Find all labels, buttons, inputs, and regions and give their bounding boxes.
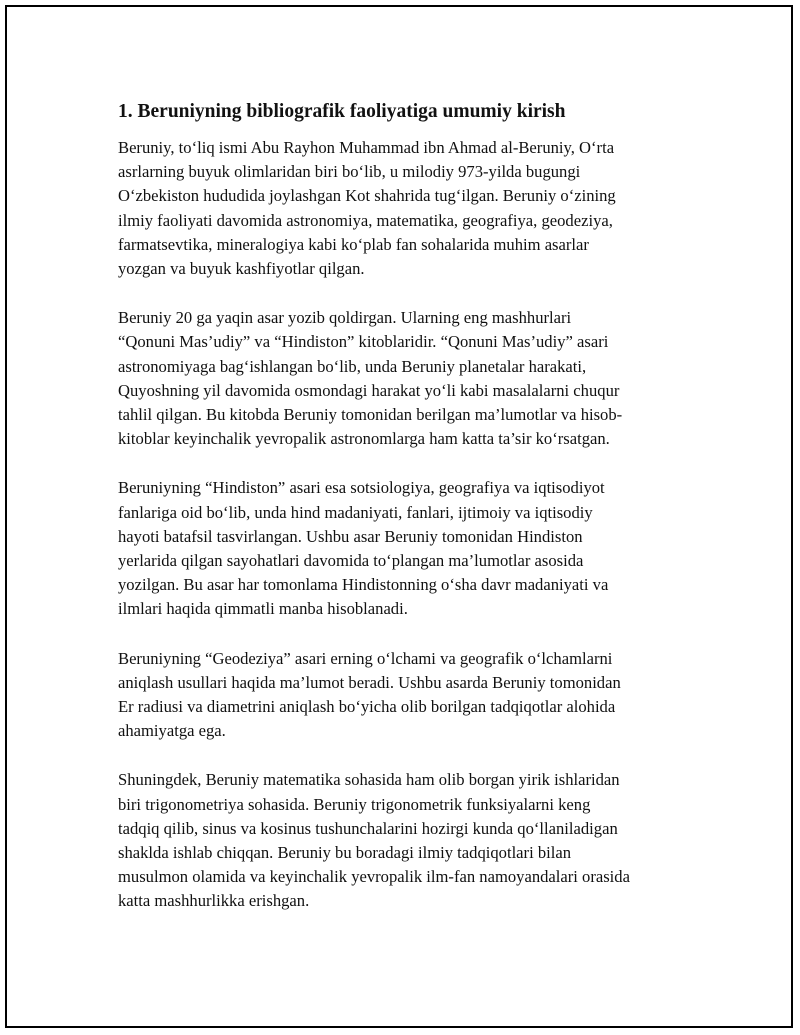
text-line: O‘zbekiston hududida joylashgan Kot shahrida tug‘ilgan. Beruniy o‘zining (118, 186, 616, 206)
text-line: Beruniy 20 ga yaqin asar yozib qoldirgan. Ularning eng mashhurlari (118, 308, 572, 328)
text-line: Quyoshning yil davomida osmondagi harakat yo‘li kabi masalalarni chuqur (118, 380, 620, 400)
document-body (118, 99, 698, 939)
text-line: aniqlash usullari haqida ma’lumot beradi. Ushbu asarda Beruniy tomonidan (118, 672, 621, 692)
text-line: Beruniyning “Hindiston” asari esa sotsiologiya, geografiya va iqtisodiyot (118, 478, 605, 498)
text-line: biri trigonometriya sohasida. Beruniy trigonometrik funksiyalarni keng (118, 794, 591, 814)
text-line: Er radiusi va diametrini aniqlash bo‘yicha olib borilgan tadqiqotlar alohida (118, 697, 616, 717)
text-line: hayoti batafsil tasvirlangan. Ushbu asar Beruniy tomonidan Hindiston (118, 526, 583, 546)
text-line: fanlariga oid bo‘lib, unda hind madaniyati, fanlari, ijtimoiy va iqtisodiy (118, 502, 593, 522)
text-line: “Qonuni Mas’udiy” va “Hindiston” kitoblaridir. “Qonuni Mas’udiy” asari (118, 332, 609, 352)
text-line: ilmlari haqida qimmatli manba hisoblanadi. (118, 599, 408, 619)
text-line: Beruniy, to‘liq ismi Abu Rayhon Muhammad ibn Ahmad al-Beruniy, O‘rta (118, 138, 615, 157)
text-line: yerlarida qilgan sayohatlari davomida to‘plangan ma’lumotlar asosida (118, 551, 584, 571)
paragraph-intro (118, 136, 698, 281)
document-page (5, 5, 793, 1028)
text-line: shaklda ishlab chiqqan. Beruniy bu boradagi ilmiy tadqiqotlari bilan (118, 843, 572, 863)
text-line: astronomiyaga bag‘ishlangan bo‘lib, unda Beruniy planetalar harakati, (118, 356, 587, 376)
text-line: yozilgan. Bu asar har tomonlama Hindistonning o‘sha davr madaniyati va (118, 575, 609, 595)
text-line: tadqiq qilib, sinus va kosinus tushunchalarini hozirgi kunda qo‘llaniladigan (118, 818, 618, 838)
text-line: ahamiyatga ega. (118, 721, 226, 741)
text-line: asrlarning buyuk olimlaridan biri bo‘lib, u milodiy 973-yilda bugungi (118, 162, 581, 182)
paragraph-trigonometry (118, 768, 698, 913)
section-heading: 1. Beruniyning bibliografik faoliyatiga umumiy kirish (118, 101, 566, 122)
text-line: farmatsevtika, mineralogiya kabi ko‘plab fan sohalarida muhim asarlar (118, 234, 589, 254)
text-line: tahlil qilgan. Bu kitobda Beruniy tomonidan berilgan ma’lumotlar va hisob- (118, 405, 623, 425)
text-line: katta mashhurlikka erishgan. (118, 891, 310, 911)
paragraph-hindiston (118, 476, 698, 621)
text-line: yozgan va buyuk kashfiyotlar qilgan. (118, 259, 365, 279)
text-line: musulmon olamida va keyinchalik yevropalik ilm-fan namoyandalari orasida (118, 867, 630, 887)
text-line: kitoblar keyinchalik yevropalik astronomlarga ham katta ta’sir ko‘rsatgan. (118, 429, 610, 449)
text-line: ilmiy faoliyati davomida astronomiya, matematika, geografiya, geodeziya, (118, 210, 613, 230)
text-line: Shuningdek, Beruniy matematika sohasida ham olib borgan yirik ishlaridan (118, 770, 620, 790)
paragraph-geodeziya (118, 647, 698, 744)
paragraph-works (118, 306, 698, 451)
text-line: Beruniyning “Geodeziya” asari erning o‘lchami va geografik o‘lchamlarni (118, 648, 613, 668)
